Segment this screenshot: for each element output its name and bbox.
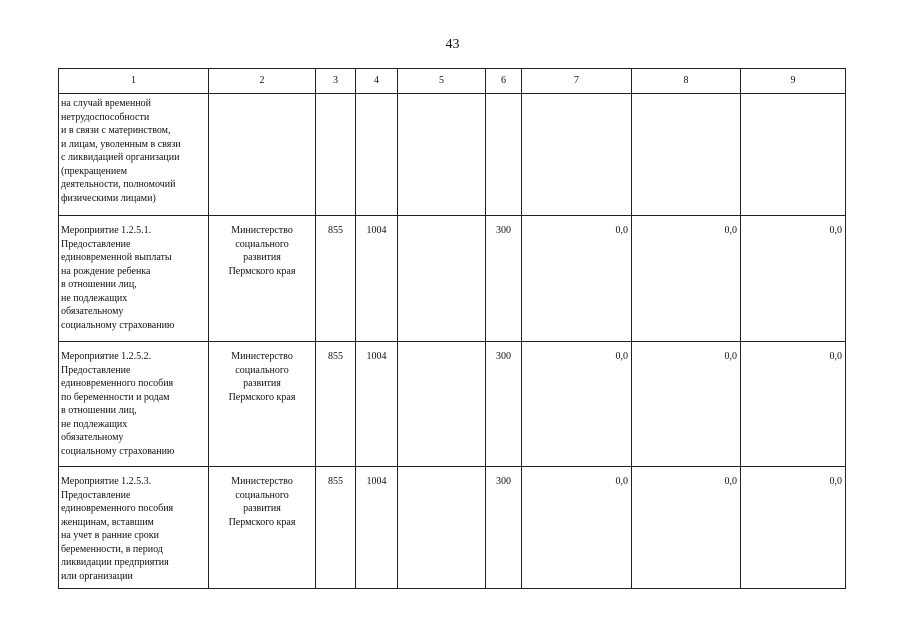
code-cell-3: 855	[316, 467, 356, 589]
code-cell-6: 300	[486, 467, 522, 589]
amount-cell-8	[632, 94, 741, 216]
code-cell-6	[486, 94, 522, 216]
header-cell-7: 7	[522, 69, 632, 94]
description-cell: Мероприятие 1.2.5.1. Предоставление единовременной выплаты на рождение ребенка в отношении лиц, не подлежащих обязательному социальному страхованию	[59, 216, 209, 342]
organization-cell: Министерство социального развития Пермского края	[209, 342, 316, 467]
header-cell-5: 5	[398, 69, 486, 94]
description-cell: на случай временной нетрудоспособности и в связи с материнством, и лицам, уволенным в связи с ликвидацией организации (прекращением деятельности, полномочий физическими лицами)	[59, 94, 209, 216]
description-cell: Мероприятие 1.2.5.2. Предоставление единовременного пособия по беременности и родам в отношении лиц, не подлежащих обязательному социальному страхованию	[59, 342, 209, 467]
header-cell-2: 2	[209, 69, 316, 94]
amount-cell-7: 0,0	[522, 342, 632, 467]
table-row	[59, 342, 846, 467]
budget-table	[58, 68, 846, 589]
header-cell-3: 3	[316, 69, 356, 94]
header-cell-9: 9	[741, 69, 846, 94]
page-number: 43	[445, 37, 460, 52]
table-header-row	[59, 69, 846, 94]
amount-cell-9: 0,0	[741, 342, 846, 467]
code-cell-4	[356, 94, 398, 216]
description-cell: Мероприятие 1.2.5.3. Предоставление единовременного пособия женщинам, вставшим на учет в ранние сроки беременности, в период ликвидации предприятия или организации	[59, 467, 209, 589]
header-cell-8: 8	[632, 69, 741, 94]
code-cell-5	[398, 94, 486, 216]
code-cell-6: 300	[486, 216, 522, 342]
table-row	[59, 94, 846, 216]
code-cell-3	[316, 94, 356, 216]
code-cell-5	[398, 216, 486, 342]
header-cell-1: 1	[59, 69, 209, 94]
code-cell-4: 1004	[356, 216, 398, 342]
organization-cell: Министерство социального развития Пермского края	[209, 467, 316, 589]
code-cell-3: 855	[316, 342, 356, 467]
amount-cell-8: 0,0	[632, 342, 741, 467]
header-cell-6: 6	[486, 69, 522, 94]
amount-cell-7	[522, 94, 632, 216]
code-cell-4: 1004	[356, 467, 398, 589]
amount-cell-8: 0,0	[632, 467, 741, 589]
amount-cell-8: 0,0	[632, 216, 741, 342]
amount-cell-9: 0,0	[741, 467, 846, 589]
code-cell-6: 300	[486, 342, 522, 467]
organization-cell	[209, 94, 316, 216]
amount-cell-9: 0,0	[741, 216, 846, 342]
amount-cell-9	[741, 94, 846, 216]
code-cell-4: 1004	[356, 342, 398, 467]
header-cell-4: 4	[356, 69, 398, 94]
amount-cell-7: 0,0	[522, 216, 632, 342]
table-row	[59, 216, 846, 342]
table-row	[59, 467, 846, 589]
code-cell-3: 855	[316, 216, 356, 342]
code-cell-5	[398, 467, 486, 589]
organization-cell: Министерство социального развития Пермского края	[209, 216, 316, 342]
code-cell-5	[398, 342, 486, 467]
amount-cell-7: 0,0	[522, 467, 632, 589]
